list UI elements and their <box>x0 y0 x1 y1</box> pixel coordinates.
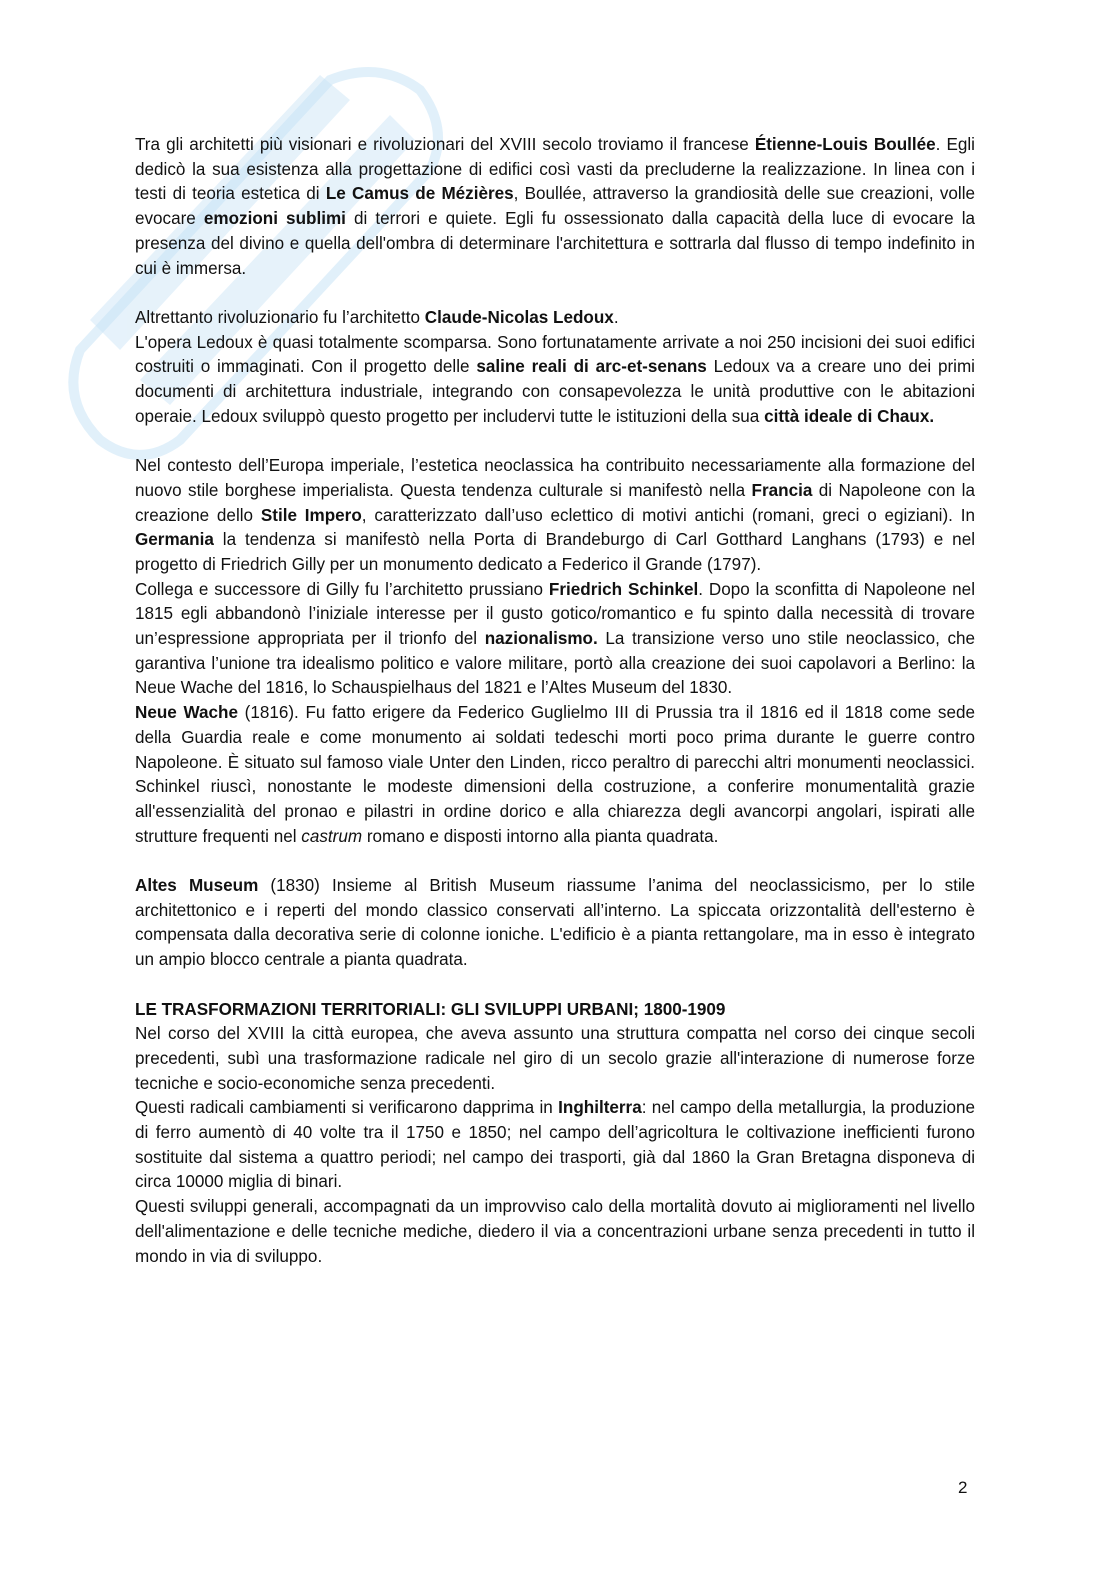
text-run: Nel contesto dell’Europa imperiale, l’estetica neoclassica ha contribuito necessariamente alla formazione del nuovo stile borghese imperialista. Questa tendenza culturale si manifestò nella <box>135 456 975 500</box>
paragraph-citta-europea <box>135 1022 975 1096</box>
bold-text: Neue Wache <box>135 703 238 723</box>
italic-text: castrum <box>301 826 363 846</box>
text-run: la tendenza si manifestò nella Porta di Brandeburgo di Carl Gotthard Langhans (1793) e nel progetto di Friedrich Gilly per un monumento dedicato a Federico il Grande (1797). <box>135 530 975 574</box>
section-heading <box>135 998 975 1023</box>
page-number: 2 <box>958 1478 968 1497</box>
document-body <box>135 133 975 1269</box>
bold-text: saline reali di arc-et-senans <box>476 357 707 377</box>
bold-text: Altes Museum <box>135 876 259 896</box>
text-run: Questi sviluppi generali, accompagnati da un improvviso calo della mortalità dovuto ai miglioramenti nel livello dell'alimentazione e delle tecniche mediche, diedero il via a concentrazioni urbane senza precedenti in tutto il mondo in via di sviluppo. <box>135 1197 975 1266</box>
text-run: L'opera Ledoux è quasi totalmente scomparsa. Sono fortunatamente arrivate a noi 250 incisioni dei suoi edifici costruiti o immaginati. Con il progetto delle <box>135 332 975 377</box>
paragraph-schinkel <box>135 578 975 702</box>
bold-text: Claude-Nicolas Ledoux <box>424 307 614 327</box>
paragraph-inghilterra <box>135 1096 975 1195</box>
text-run: Collega e successore di Gilly fu l’architetto prussiano <box>135 579 549 599</box>
text-run: di terrori e quiete. Egli fu ossessionato dalla capacità della luce di evocare la presenza del divino e quella dell'ombra di determinare l'architettura e sottrarla dal flusso di tempo indefinito in cui è immersa. <box>135 209 976 278</box>
bold-text: Étienne-Louis Boullée <box>754 135 936 154</box>
bold-text: Francia <box>751 480 813 500</box>
text-run: Ledoux va a creare uno dei primi documenti di architettura industriale, integrando con consapevolezza le unità produttive con le abitazioni operaie. Ledoux sviluppò questo progetto per includervi tutte le istituzioni della sua <box>135 357 975 426</box>
text-run: . Egli dedicò la sua esistenza alla progettazione di edifici così vasti da precluderne la realizzazione. In linea con i testi di teoria estetica di <box>135 135 975 204</box>
paragraph-altes-museum <box>135 874 975 973</box>
bold-text: Inghilterra <box>558 1098 642 1118</box>
bold-text: Friedrich Schinkel <box>548 579 699 599</box>
paragraph-ledoux-opera <box>135 331 975 430</box>
text-run: . <box>613 307 619 327</box>
text-run: La transizione verso uno stile neoclassico, che garantiva l’unione tra idealismo politico e valore militare, portò alla creazione dei suoi capolavori a Berlino: la Neue Wache del 1816, lo Schauspielhaus del 1821 e l’Altes Museum del 1830. <box>135 629 975 698</box>
paragraph-sviluppi-generali <box>135 1195 975 1269</box>
text-run: di Napoleone con la creazione dello <box>135 480 975 525</box>
text-run: . Dopo la sconfitta di Napoleone nel 1815 egli abbandonò l’iniziale interesse per il gusto gotico/romantico e fu spinto dalla necessità di trovare un’espressione appropriata per il trionfo del <box>135 579 975 649</box>
text-run: (1816). Fu fatto erigere da Federico Guglielmo III di Prussia tra il 1816 ed il 1818 come sede della Guardia reale e come monumento ai soldati tedeschi morti poco prima durante le guerre contro Napoleone. È situato sul famoso viale Unter den Linden, ricco peraltro di parecchi altri monumenti neoclassici. Schinkel riuscì, nonostante le modeste dimensioni della costruzione, a conferire monumentalità grazie all'essenzialità del pronao e pilastri in ordine dorico e alla chiarezza degli avancorpi angolari, ispirati alle strutture frequenti nel <box>135 703 975 846</box>
paragraph-ledoux-intro <box>135 306 975 331</box>
paragraph-neue-wache <box>135 701 975 849</box>
text-run: Altrettanto rivoluzionario fu l’architetto <box>135 307 425 327</box>
bold-text: Stile Impero <box>260 505 362 525</box>
text-run: (1830) Insieme al British Museum riassume l’anima del neoclassicismo, per lo stile architettonico e i reperti del mondo classico conservati all’interno. La spiccata orizzontalità dell'esterno è compensata dalla decorativa serie di colonne ioniche. L'edificio è a pianta rettangolare, ma in esso è integrato un ampio blocco centrale a pianta quadrata. <box>135 876 975 970</box>
text-run: : nel campo della metallurgia, la produzione di ferro aumentò di 40 volte tra il 1750 e 1850; nel campo dell’agricoltura le coltivazione inefficienti furono sostituite dal sistema a quattro periodi; nel campo dei trasporti, già dal 1860 la Gran Bretagna disponeva di circa 10000 miglia di binari. <box>135 1098 975 1192</box>
text-run: LE TRASFORMAZIONI TERRITORIALI: GLI SVILUPPI URBANI; 1800-1909 <box>135 999 726 1019</box>
text-run: , Boullée, attraverso la grandiosità delle sue creazioni, volle evocare <box>135 184 976 229</box>
text-run: Tra gli architetti più visionari e rivoluzionari del XVIII secolo troviamo il francese <box>135 135 755 154</box>
text-run: romano e disposti intorno alla pianta quadrata. <box>362 826 719 846</box>
text-run: , caratterizzato dall’uso eclettico di motivi antichi (romani, greci o egiziani). In <box>361 505 975 525</box>
text-run: Questi radicali cambiamenti si verificarono dapprima in <box>135 1098 559 1118</box>
bold-text: Germania <box>135 530 214 550</box>
bold-text: emozioni sublimi <box>203 209 346 229</box>
text-run: Nel corso del XVIII la città europea, che aveva assunto una struttura compatta nel corso dei cinque secoli precedenti, subì una trasformazione radicale nel giro di un secolo grazie all'interazione di numerose forze tecniche e socio-economiche senza precedenti. <box>135 1024 975 1093</box>
bold-text: Le Camus de Mézières <box>325 184 514 204</box>
bold-text: città ideale di Chaux. <box>764 406 935 426</box>
paragraph-boullee <box>135 133 975 281</box>
paragraph-europa-imperiale <box>135 454 975 578</box>
bold-text: nazionalismo. <box>484 629 598 649</box>
